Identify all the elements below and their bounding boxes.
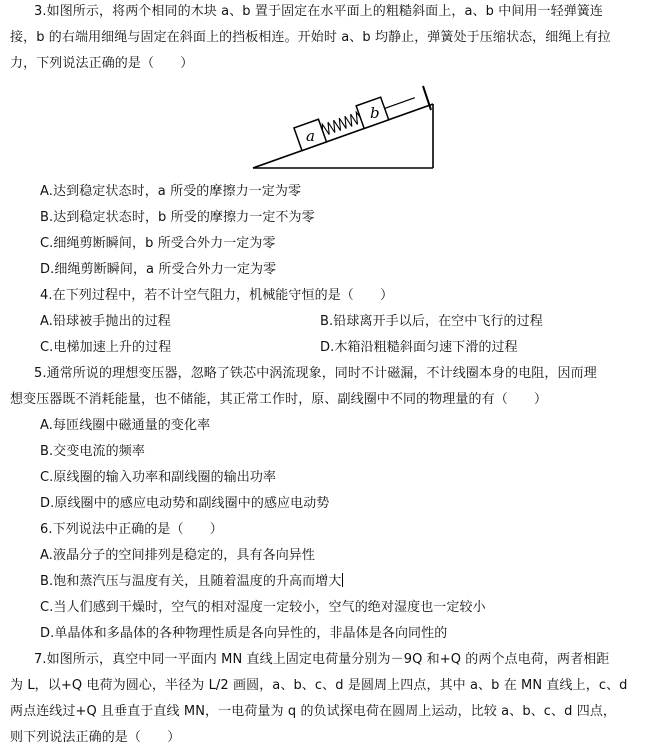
block-a-label: a [306,127,315,145]
q6-option-a: A.液晶分子的空间排列是稳定的，具有各向异性 [40,548,315,563]
rope [385,98,415,109]
q3-option-d: D.细绳剪断瞬间，a 所受合外力一定为零 [40,262,277,277]
q3-stem-line-1: 3.如图所示，将两个相同的木块 a、b 置于固定在水平面上的粗糙斜面上，a、b 中间用一轻弹簧连 [34,4,604,19]
q6-stem: 6.下列说法中正确的是（ ） [40,522,223,537]
spring [320,112,362,137]
q3-option-a: A.达到稳定状态时，a 所受的摩擦力一定为零 [40,184,302,199]
q5-option-c: C.原线圈的输入功率和副线圈的输出功率 [40,470,277,485]
q6-option-d: D.单晶体和多晶体的各种物理性质是各向异性的，非晶体是各向同性的 [40,626,448,641]
q7-stem-line-3: 两点连线过+Q 且垂直于直线 MN，一电荷量为 q 的负试探电荷在圆周上运动，比较 a、b、c、d 四点， [10,704,617,719]
incline-slope [253,104,433,168]
q5-stem-line-2: 想变压器既不消耗能量，也不储能，其正常工作时，原、副线圈中不同的物理量的有（ ） [10,392,548,407]
q7-stem-line-1: 7.如图所示，真空中同一平面内 MN 直线上固定电荷量分别为－9Q 和+Q 的两个点电荷，两者相距 [34,652,610,667]
q7-stem-line-2: 为 L，以+Q 电荷为圆心，半径为 L/2 画圆，a、b、c、d 是圆周上四点，其中 a、b 在 MN 直线上，c、d [10,678,628,693]
q3-stem-line-2: 接，b 的右端用细绳与固定在斜面上的挡板相连。开始时 a、b 均静止，弹簧处于压缩状态，细绳上有拉 [10,30,611,45]
q5-option-d: D.原线圈中的感应电动势和副线圈中的感应电动势 [40,496,330,511]
q3-option-b: B.达到稳定状态时，b 所受的摩擦力一定不为零 [40,210,315,225]
q4-option-a: A.铅球被手抛出的过程 [40,314,171,329]
q3-stem-line-3: 力，下列说法正确的是（ ） [10,56,194,71]
q4-option-c: C.电梯加速上升的过程 [40,340,172,355]
q5-option-a: A.每匝线圈中磁通量的变化率 [40,418,211,433]
incline-diagram [245,82,445,178]
q3-option-c: C.细绳剪断瞬间，b 所受合外力一定为零 [40,236,276,251]
q4-option-d: D.木箱沿粗糙斜面匀速下滑的过程 [320,340,518,355]
q5-stem-line-1: 5.通常所说的理想变压器，忽略了铁芯中涡流现象，同时不计磁漏，不计线圈本身的电阻，因而理 [34,366,597,381]
q4-stem: 4.在下列过程中，若不计空气阻力，机械能守恒的是（ ） [40,288,394,303]
q6-option-b-row [40,572,658,592]
q6-option-b: B.饱和蒸汽压与温度有关，且随着温度的升高而增大 [40,574,342,589]
q7-stem-line-4: 则下列说法正确的是（ ） [10,730,181,745]
text-cursor [342,573,343,587]
incline-figure [245,82,445,178]
block-b-label: b [370,104,380,122]
q6-option-c: C.当人们感到干燥时，空气的相对湿度一定较小，空气的绝对湿度也一定较小 [40,600,486,615]
q4-option-b: B.铅球离开手以后，在空中飞行的过程 [320,314,543,329]
q5-option-b: B.交变电流的频率 [40,444,145,459]
